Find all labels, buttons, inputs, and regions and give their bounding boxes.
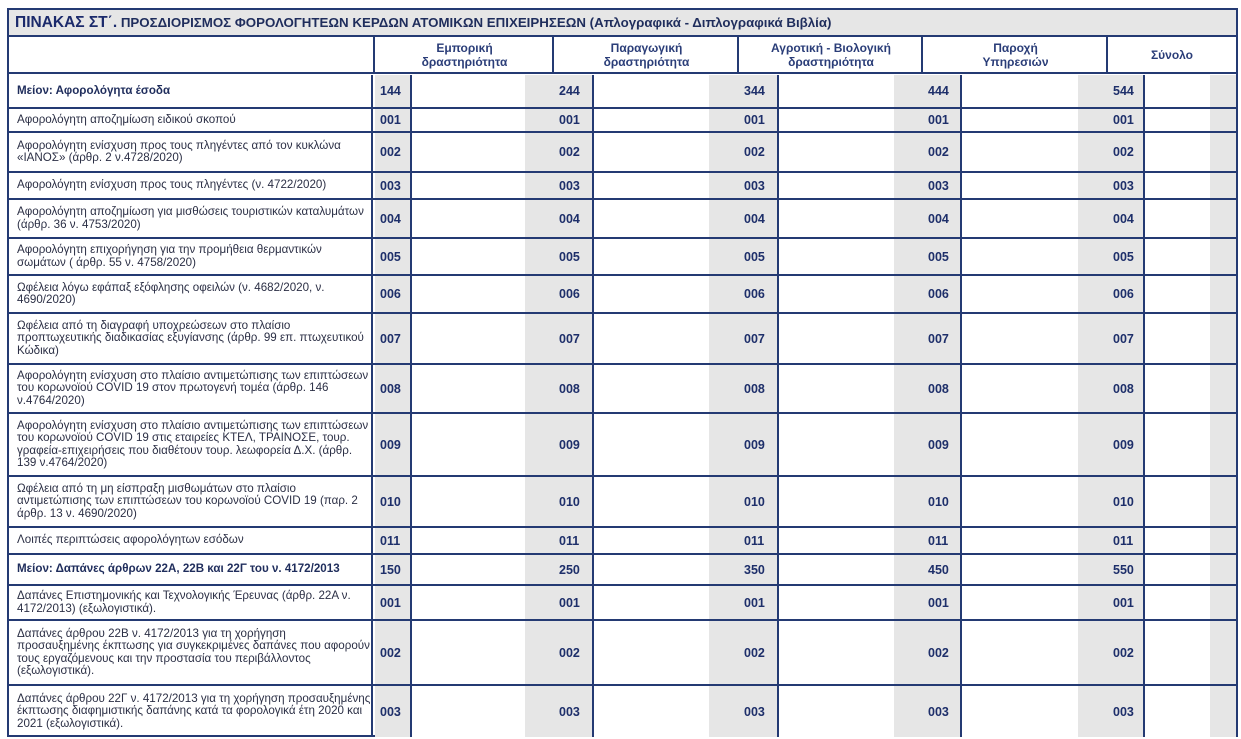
field-code-total: 005	[1108, 239, 1145, 274]
cents-field-total[interactable]	[1210, 477, 1236, 526]
column-header-label-blank	[9, 37, 375, 74]
amount-field-services[interactable]	[962, 555, 1078, 584]
amount-field-productive[interactable]	[594, 365, 709, 412]
amount-field-services[interactable]	[962, 109, 1078, 131]
row-label: Αφορολόγητη ενίσχυση στο πλαίσιο αντιμετώπισης των επιπτώσεων του κορωνοϊού COVID 19 στις εταιρείες ΚΤΕΛ, ΤΡΑΙΝΟΣΕ, τουρ. γραφεία-επιχειρήσεις που διαθέτουν τουρ. λεωφορεία Δ.Χ. (άρθρ. 139 ν.4764/2020)	[9, 414, 373, 475]
field-code-agricultural: 007	[739, 314, 779, 363]
amount-field-services[interactable]	[962, 276, 1078, 312]
field-code-commercial: 001	[375, 109, 412, 131]
cents-field-productive[interactable]	[709, 75, 741, 107]
amount-field-productive[interactable]	[594, 555, 709, 584]
table-row	[9, 109, 1236, 133]
field-code-agricultural: 002	[739, 133, 779, 171]
field-code-productive: 001	[554, 109, 594, 131]
amount-field-agricultural[interactable]	[779, 365, 894, 412]
amount-field-agricultural[interactable]	[779, 75, 894, 107]
cents-field-productive[interactable]	[709, 314, 741, 363]
row-label: Ωφέλεια από τη μη είσπραξη μισθωμάτων στο πλαίσιο αντιμετώπισης των επιπτώσεων του κορωνοϊού COVID 19 (παρ. 2 άρθρ. 13 ν. 4690/2020)	[9, 477, 373, 526]
column-header-line1: Εμπορική	[436, 40, 493, 55]
cents-field-services[interactable]	[1078, 365, 1110, 412]
cents-field-agricultural[interactable]	[894, 528, 925, 553]
row-label: Δαπάνες άρθρου 22Β ν. 4172/2013 για τη χορήγηση προσαυξημένης έκπτωσης για συγκεκριμένες δαπάνες που αφορούν τους εργαζόμενους και την προστασία του περιβάλλοντος (εξωλογιστικά).	[9, 621, 373, 684]
field-code-productive: 250	[554, 555, 594, 584]
row-label: Δαπάνες Επιστημονικής και Τεχνολογικής Έρευνας (άρθρ. 22Α ν. 4172/2013) (εξωλογιστικά).	[9, 586, 373, 619]
amount-field-productive[interactable]	[594, 621, 709, 684]
field-code-total: 544	[1108, 75, 1145, 107]
cents-field-agricultural[interactable]	[894, 109, 925, 131]
amount-field-agricultural[interactable]	[779, 200, 894, 237]
cents-field-productive[interactable]	[709, 365, 741, 412]
column-header-line2: δραστηριότητα	[603, 54, 690, 69]
amount-field-total[interactable]	[1145, 586, 1210, 619]
cents-field-total[interactable]	[1210, 109, 1236, 131]
field-code-services: 002	[923, 133, 962, 171]
amount-field-commercial[interactable]	[412, 276, 525, 312]
cents-field-agricultural[interactable]	[894, 555, 925, 584]
column-header-productive	[554, 37, 739, 74]
cents-field-agricultural[interactable]	[894, 314, 925, 363]
cents-field-commercial[interactable]	[525, 276, 556, 312]
cents-field-total[interactable]	[1210, 173, 1236, 198]
field-code-productive: 008	[554, 365, 594, 412]
field-code-total: 008	[1108, 365, 1145, 412]
field-code-total: 003	[1108, 173, 1145, 198]
field-code-total: 010	[1108, 477, 1145, 526]
field-code-services: 001	[923, 109, 962, 131]
amount-field-total[interactable]	[1145, 528, 1210, 553]
field-code-total: 550	[1108, 555, 1145, 584]
cents-field-productive[interactable]	[709, 276, 741, 312]
field-code-commercial: 002	[375, 133, 412, 171]
cents-field-productive[interactable]	[709, 621, 741, 684]
amount-field-services[interactable]	[962, 414, 1078, 475]
cents-field-total[interactable]	[1210, 276, 1236, 312]
row-label: Αφορολόγητη ενίσχυση στο πλαίσιο αντιμετώπισης των επιπτώσεων του κορωνοϊού COVID 19 στον πρωτογενή τομέα (άρθρ. 146 ν.4764/2020)	[9, 365, 373, 412]
column-header-commercial	[375, 37, 554, 74]
cents-field-total[interactable]	[1210, 133, 1236, 171]
row-label: Μείον: Δαπάνες άρθρων 22Α, 22Β και 22Γ του ν. 4172/2013	[9, 555, 373, 584]
amount-field-agricultural[interactable]	[779, 586, 894, 619]
cents-field-commercial[interactable]	[525, 133, 556, 171]
amount-field-productive[interactable]	[594, 133, 709, 171]
table-row	[9, 314, 1236, 365]
amount-field-total[interactable]	[1145, 365, 1210, 412]
row-label: Μείον: Αφορολόγητα έσοδα	[9, 75, 373, 107]
amount-field-services[interactable]	[962, 75, 1078, 107]
field-code-services: 450	[923, 555, 962, 584]
cents-field-agricultural[interactable]	[894, 586, 925, 619]
cents-field-productive[interactable]	[709, 133, 741, 171]
cents-field-commercial[interactable]	[525, 555, 556, 584]
cents-field-total[interactable]	[1210, 75, 1236, 107]
table-row	[9, 586, 1236, 621]
field-code-services: 008	[923, 365, 962, 412]
cents-field-agricultural[interactable]	[894, 414, 925, 475]
amount-field-productive[interactable]	[594, 586, 709, 619]
field-code-services: 011	[923, 528, 962, 553]
cents-field-productive[interactable]	[709, 173, 741, 198]
amount-field-productive[interactable]	[594, 314, 709, 363]
field-code-total: 004	[1108, 200, 1145, 237]
cents-field-services[interactable]	[1078, 586, 1110, 619]
field-code-services: 010	[923, 477, 962, 526]
cents-field-commercial[interactable]	[525, 621, 556, 684]
amount-field-total[interactable]	[1145, 686, 1210, 737]
field-code-commercial: 002	[375, 621, 412, 684]
amount-field-services[interactable]	[962, 365, 1078, 412]
amount-field-commercial[interactable]	[412, 586, 525, 619]
field-code-services: 001	[923, 586, 962, 619]
cents-field-commercial[interactable]	[525, 200, 556, 237]
amount-field-total[interactable]	[1145, 173, 1210, 198]
table-row	[9, 133, 1236, 173]
field-code-commercial: 003	[375, 686, 412, 737]
field-code-commercial: 150	[375, 555, 412, 584]
field-code-total: 007	[1108, 314, 1145, 363]
field-code-services: 009	[923, 414, 962, 475]
cents-field-services[interactable]	[1078, 109, 1110, 131]
field-code-agricultural: 009	[739, 414, 779, 475]
field-code-productive: 010	[554, 477, 594, 526]
field-code-commercial: 008	[375, 365, 412, 412]
table-row	[9, 365, 1236, 414]
amount-field-commercial[interactable]	[412, 621, 525, 684]
amount-field-total[interactable]	[1145, 276, 1210, 312]
field-code-total: 011	[1108, 528, 1145, 553]
cents-field-productive[interactable]	[709, 477, 741, 526]
field-code-productive: 007	[554, 314, 594, 363]
tax-form-table	[7, 8, 1238, 737]
field-code-productive: 003	[554, 173, 594, 198]
cents-field-agricultural[interactable]	[894, 133, 925, 171]
field-code-total: 002	[1108, 621, 1145, 684]
table-row	[9, 477, 1236, 528]
cents-field-productive[interactable]	[709, 414, 741, 475]
column-header-services	[923, 37, 1108, 74]
amount-field-services[interactable]	[962, 477, 1078, 526]
amount-field-total[interactable]	[1145, 75, 1210, 107]
field-code-total: 001	[1108, 586, 1145, 619]
amount-field-services[interactable]	[962, 239, 1078, 274]
cents-field-total[interactable]	[1210, 686, 1236, 737]
cents-field-services[interactable]	[1078, 133, 1110, 171]
amount-field-services[interactable]	[962, 133, 1078, 171]
cents-field-productive[interactable]	[709, 109, 741, 131]
amount-field-productive[interactable]	[594, 200, 709, 237]
amount-field-services[interactable]	[962, 528, 1078, 553]
amount-field-commercial[interactable]	[412, 75, 525, 107]
field-code-agricultural: 350	[739, 555, 779, 584]
amount-field-productive[interactable]	[594, 477, 709, 526]
amount-field-total[interactable]	[1145, 477, 1210, 526]
amount-field-commercial[interactable]	[412, 109, 525, 131]
amount-field-services[interactable]	[962, 621, 1078, 684]
amount-field-productive[interactable]	[594, 109, 709, 131]
field-code-commercial: 011	[375, 528, 412, 553]
column-header-line1: Παροχή	[993, 40, 1038, 55]
cents-field-agricultural[interactable]	[894, 200, 925, 237]
field-code-commercial: 004	[375, 200, 412, 237]
field-code-agricultural: 006	[739, 276, 779, 312]
field-code-productive: 244	[554, 75, 594, 107]
cents-field-commercial[interactable]	[525, 109, 556, 131]
cents-field-services[interactable]	[1078, 621, 1110, 684]
amount-field-commercial[interactable]	[412, 686, 525, 737]
field-code-services: 003	[923, 686, 962, 737]
cents-field-agricultural[interactable]	[894, 276, 925, 312]
column-header-line1: Παραγωγική	[610, 40, 683, 55]
cents-field-total[interactable]	[1210, 586, 1236, 619]
cents-field-productive[interactable]	[709, 586, 741, 619]
amount-field-agricultural[interactable]	[779, 477, 894, 526]
table-row	[9, 75, 1236, 109]
cents-field-total[interactable]	[1210, 621, 1236, 684]
amount-field-total[interactable]	[1145, 314, 1210, 363]
cents-field-productive[interactable]	[709, 555, 741, 584]
amount-field-services[interactable]	[962, 173, 1078, 198]
cents-field-total[interactable]	[1210, 414, 1236, 475]
field-code-productive: 006	[554, 276, 594, 312]
amount-field-agricultural[interactable]	[779, 528, 894, 553]
cents-field-services[interactable]	[1078, 555, 1110, 584]
cents-field-productive[interactable]	[709, 686, 741, 737]
cents-field-productive[interactable]	[709, 200, 741, 237]
field-code-commercial: 006	[375, 276, 412, 312]
cents-field-commercial[interactable]	[525, 528, 556, 553]
field-code-total: 006	[1108, 276, 1145, 312]
row-label: Δαπάνες άρθρου 22Γ ν. 4172/2013 για τη χορήγηση προσαυξημένης έκπτωσης διαφημιστικής δαπάνης κατά τα φορολογικά έτη 2020 και 2021 (εξωλογιστικά).	[9, 686, 373, 737]
column-header-line2: δραστηριότητα	[788, 54, 874, 69]
cents-field-services[interactable]	[1078, 239, 1110, 274]
field-code-services: 004	[923, 200, 962, 237]
cents-field-services[interactable]	[1078, 314, 1110, 363]
table-row	[9, 686, 1236, 737]
field-code-agricultural: 005	[739, 239, 779, 274]
column-header-line1: Αγροτική - Βιολογική	[771, 40, 891, 55]
field-code-agricultural: 001	[739, 109, 779, 131]
amount-field-commercial[interactable]	[412, 133, 525, 171]
cents-field-productive[interactable]	[709, 528, 741, 553]
table-row	[9, 621, 1236, 686]
amount-field-agricultural[interactable]	[779, 109, 894, 131]
row-label: Ωφέλεια λόγω εφάπαξ εξόφλησης οφειλών (ν. 4682/2020, ν. 4690/2020)	[9, 276, 373, 312]
field-code-agricultural: 004	[739, 200, 779, 237]
field-code-agricultural: 002	[739, 621, 779, 684]
field-code-services: 006	[923, 276, 962, 312]
amount-field-commercial[interactable]	[412, 528, 525, 553]
cents-field-total[interactable]	[1210, 365, 1236, 412]
cents-field-agricultural[interactable]	[894, 173, 925, 198]
field-code-services: 444	[923, 75, 962, 107]
amount-field-commercial[interactable]	[412, 414, 525, 475]
column-divider	[737, 37, 739, 74]
amount-field-agricultural[interactable]	[779, 239, 894, 274]
table-row	[9, 276, 1236, 314]
amount-field-services[interactable]	[962, 686, 1078, 737]
field-code-productive: 005	[554, 239, 594, 274]
row-label: Ωφέλεια από τη διαγραφή υποχρεώσεων στο πλαίσιο προπτωχευτικής διαδικασίας εξυγίανσης (άρθρ. 99 επ. πτωχευτικού Κώδικα)	[9, 314, 373, 363]
amount-field-productive[interactable]	[594, 528, 709, 553]
cents-field-commercial[interactable]	[525, 314, 556, 363]
field-code-productive: 011	[554, 528, 594, 553]
field-code-productive: 001	[554, 586, 594, 619]
field-code-services: 003	[923, 173, 962, 198]
field-code-total: 009	[1108, 414, 1145, 475]
column-divider	[552, 37, 554, 74]
column-divider	[373, 37, 375, 74]
cents-field-services[interactable]	[1078, 200, 1110, 237]
cents-field-services[interactable]	[1078, 477, 1110, 526]
amount-field-commercial[interactable]	[412, 555, 525, 584]
cents-field-total[interactable]	[1210, 200, 1236, 237]
cents-field-total[interactable]	[1210, 239, 1236, 274]
amount-field-productive[interactable]	[594, 276, 709, 312]
table-title-text: ΠΡΟΣΔΙΟΡΙΣΜΟΣ ΦΟΡΟΛΟΓΗΤΕΩΝ ΚΕΡΔΩΝ ΑΤΟΜΙΚΩΝ ΕΠΙΧΕΙΡΗΣΕΩΝ (Απλογραφικά - Διπλογραφικά Βιβλία)	[117, 15, 832, 30]
field-code-productive: 003	[554, 686, 594, 737]
field-code-commercial: 005	[375, 239, 412, 274]
field-code-agricultural: 011	[739, 528, 779, 553]
amount-field-productive[interactable]	[594, 173, 709, 198]
table-row	[9, 200, 1236, 239]
amount-field-total[interactable]	[1145, 239, 1210, 274]
amount-field-total[interactable]	[1145, 133, 1210, 171]
amount-field-agricultural[interactable]	[779, 133, 894, 171]
column-header-line2: δραστηριότητα	[421, 54, 508, 69]
amount-field-commercial[interactable]	[412, 477, 525, 526]
cents-field-agricultural[interactable]	[894, 621, 925, 684]
amount-field-agricultural[interactable]	[779, 314, 894, 363]
row-label: Αφορολόγητη αποζημίωση για μισθώσεις τουριστικών καταλυμάτων (άρθρ. 36 ν. 4753/2020)	[9, 200, 373, 237]
field-code-agricultural: 344	[739, 75, 779, 107]
field-code-agricultural: 003	[739, 173, 779, 198]
table-title-prefix: ΠΙΝΑΚΑΣ ΣΤ΄.	[15, 14, 118, 31]
amount-field-total[interactable]	[1145, 200, 1210, 237]
field-code-total: 001	[1108, 109, 1145, 131]
field-code-agricultural: 003	[739, 686, 779, 737]
cents-field-total[interactable]	[1210, 314, 1236, 363]
amount-field-total[interactable]	[1145, 621, 1210, 684]
table-row	[9, 555, 1236, 586]
table-row	[9, 528, 1236, 555]
field-code-total: 003	[1108, 686, 1145, 737]
cents-field-services[interactable]	[1078, 686, 1110, 737]
field-code-commercial: 144	[375, 75, 412, 107]
amount-field-agricultural[interactable]	[779, 276, 894, 312]
amount-field-services[interactable]	[962, 314, 1078, 363]
field-code-services: 002	[923, 621, 962, 684]
field-code-commercial: 009	[375, 414, 412, 475]
amount-field-commercial[interactable]	[412, 239, 525, 274]
table-row	[9, 239, 1236, 276]
column-header-agricultural	[739, 37, 923, 74]
table-row	[9, 414, 1236, 477]
amount-field-agricultural[interactable]	[779, 414, 894, 475]
amount-field-commercial[interactable]	[412, 200, 525, 237]
column-header-line2: Υπηρεσιών	[982, 54, 1049, 69]
cents-field-services[interactable]	[1078, 276, 1110, 312]
amount-field-commercial[interactable]	[412, 365, 525, 412]
column-header-line1: Σύνολο	[1150, 47, 1194, 62]
cents-field-services[interactable]	[1078, 173, 1110, 198]
row-label: Λοιπές περιπτώσεις αφορολόγητων εσόδων	[9, 528, 373, 553]
amount-field-services[interactable]	[962, 200, 1078, 237]
amount-field-total[interactable]	[1145, 109, 1210, 131]
amount-field-productive[interactable]	[594, 414, 709, 475]
table-row	[9, 173, 1236, 200]
cents-field-total[interactable]	[1210, 555, 1236, 584]
amount-field-services[interactable]	[962, 586, 1078, 619]
field-code-commercial: 007	[375, 314, 412, 363]
table-title	[9, 10, 1236, 37]
field-code-productive: 009	[554, 414, 594, 475]
cents-field-commercial[interactable]	[525, 477, 556, 526]
cents-field-commercial[interactable]	[525, 75, 556, 107]
cents-field-commercial[interactable]	[525, 365, 556, 412]
amount-field-commercial[interactable]	[412, 173, 525, 198]
cents-field-commercial[interactable]	[525, 414, 556, 475]
field-code-total: 002	[1108, 133, 1145, 171]
amount-field-productive[interactable]	[594, 239, 709, 274]
field-code-productive: 002	[554, 133, 594, 171]
amount-field-agricultural[interactable]	[779, 686, 894, 737]
row-label: Αφορολόγητη ενίσχυση προς τους πληγέντες (ν. 4722/2020)	[9, 173, 373, 198]
column-header-total	[1108, 37, 1236, 74]
field-code-productive: 002	[554, 621, 594, 684]
cents-field-commercial[interactable]	[525, 586, 556, 619]
row-label: Αφορολόγητη επιχορήγηση για την προμήθεια θερμαντικών σωμάτων ( άρθρ. 55 ν. 4758/2020)	[9, 239, 373, 274]
cents-field-agricultural[interactable]	[894, 686, 925, 737]
amount-field-productive[interactable]	[594, 75, 709, 107]
cents-field-commercial[interactable]	[525, 239, 556, 274]
cents-field-commercial[interactable]	[525, 686, 556, 737]
cents-field-agricultural[interactable]	[894, 477, 925, 526]
column-divider	[921, 37, 923, 74]
field-code-services: 007	[923, 314, 962, 363]
amount-field-commercial[interactable]	[412, 314, 525, 363]
cents-field-total[interactable]	[1210, 528, 1236, 553]
cents-field-agricultural[interactable]	[894, 365, 925, 412]
field-code-commercial: 001	[375, 586, 412, 619]
cents-field-agricultural[interactable]	[894, 239, 925, 274]
cents-field-agricultural[interactable]	[894, 75, 925, 107]
amount-field-productive[interactable]	[594, 686, 709, 737]
amount-field-agricultural[interactable]	[779, 555, 894, 584]
amount-field-total[interactable]	[1145, 555, 1210, 584]
field-code-productive: 004	[554, 200, 594, 237]
amount-field-total[interactable]	[1145, 414, 1210, 475]
row-label: Αφορολόγητη ενίσχυση προς τους πληγέντες από τον κυκλώνα «ΙΑΝΟΣ» (άρθρ. 2 ν.4728/2020)	[9, 133, 373, 171]
row-label: Αφορολόγητη αποζημίωση ειδικού σκοπού	[9, 109, 373, 131]
field-code-commercial: 003	[375, 173, 412, 198]
field-code-services: 005	[923, 239, 962, 274]
cents-field-services[interactable]	[1078, 528, 1110, 553]
cents-field-commercial[interactable]	[525, 173, 556, 198]
field-code-commercial: 010	[375, 477, 412, 526]
field-code-agricultural: 001	[739, 586, 779, 619]
field-code-agricultural: 010	[739, 477, 779, 526]
column-divider	[1106, 37, 1108, 74]
amount-field-agricultural[interactable]	[779, 621, 894, 684]
field-code-agricultural: 008	[739, 365, 779, 412]
cents-field-services[interactable]	[1078, 414, 1110, 475]
cents-field-productive[interactable]	[709, 239, 741, 274]
amount-field-agricultural[interactable]	[779, 173, 894, 198]
cents-field-services[interactable]	[1078, 75, 1110, 107]
